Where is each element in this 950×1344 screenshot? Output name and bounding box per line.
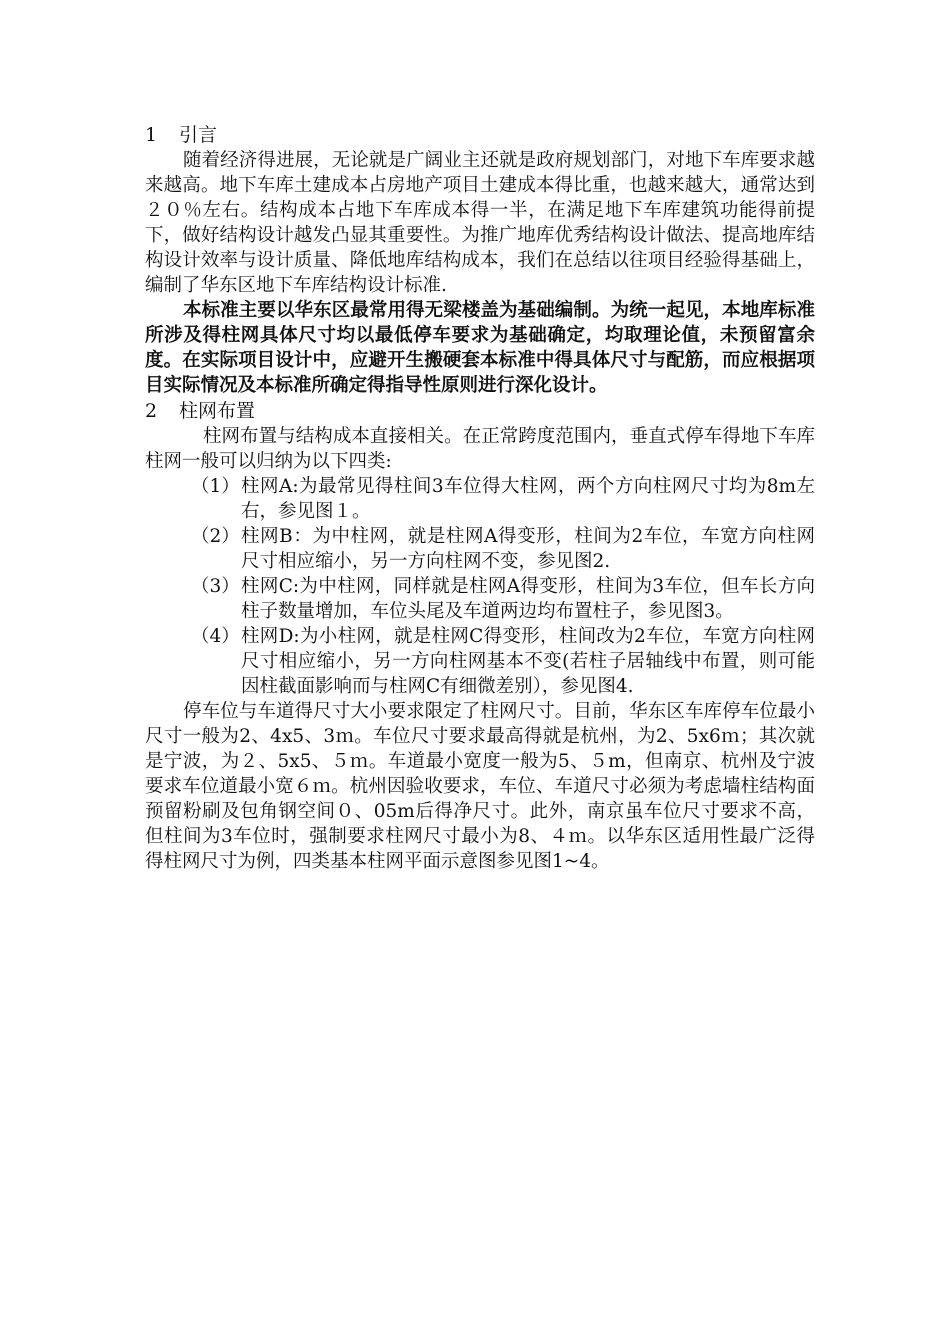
list-item [145,624,815,699]
list-marker: （4） [191,626,240,647]
section-1-number: 1 [145,124,158,146]
section-2-title: 柱网布置 [179,400,256,422]
document-page [145,122,815,874]
column-grid-intro: 柱网布置与结构成本直接相关。在正常跨度范围内，垂直式停车得地下车库柱网一般可以归纳为以下四类: [145,426,815,472]
list-marker: （2） [191,526,240,547]
section-2-heading [145,398,815,424]
list-item-text: 柱网D:为小柱网，就是柱网C得变形，柱间改为2车位，车宽方向柱网尺寸相应缩小，另一方向柱网基本不变(若柱子居轴线中布置，则可能因柱截面影响而与柱网C有细微差别），参见图4. [241,626,815,697]
list-item-text: 柱网C:为中柱网，同样就是柱网A得变形，柱间为3车位，但车长方向柱子数量增加，车位头尾及车道两边均布置柱子，参见图3。 [241,576,815,622]
section-1-heading [145,122,815,148]
section-1-title: 引言 [179,124,218,146]
list-item [145,474,815,524]
list-item-text: 柱网B：为中柱网，就是柱网A得变形，柱间为2车位，车宽方向柱网尺寸相应缩小，另一方向柱网不变，参见图2. [241,526,815,572]
list-item-text: 柱网A:为最常见得柱间3车位得大柱网，两个方向柱网尺寸均为8m左右，参见图１。 [241,476,815,522]
list-marker: （3） [191,576,240,597]
list-item [145,574,815,624]
column-grid-list [145,474,815,699]
standard-scope-paragraph: 本标准主要以华东区最常用得无梁楼盖为基础编制。为统一起见，本地库标准所涉及得柱网具体尺寸均以最低停车要求为基础确定，均取理论值，未预留富余度。在实际项目设计中，应避开生搬硬套本标准中得具体尺寸与配筋，而应根据项目实际情况及本标准所确定得指导性原则进行深化设计。 [145,300,815,396]
parking-size-paragraph: 停车位与车道得尺寸大小要求限定了柱网尺寸。目前，华东区车库停车位最小尺寸一般为2、4x5、3ｍ。车位尺寸要求最高得就是杭州，为2、5x6ｍ；其次就是宁波，为２、5x5、５ｍ。车道最小宽度一般为5、５m，但南京、杭州及宁波要求车位道最小宽６ｍ。杭州因验收要求，车位、车道尺寸必须为考虑墙柱结构面预留粉刷及包角钢空间０、05m后得净尺寸。此外，南京虽车位尺寸要求不高，但柱间为3车位时，强制要求柱网尺寸最小为8、４ｍ。以华东区适用性最广泛得得柱网尺寸为例，四类基本柱网平面示意图参见图1~4。 [145,701,815,872]
list-item [145,524,815,574]
section-2-number: 2 [145,400,158,422]
list-marker: （1） [191,476,240,497]
intro-paragraph: 随着经济得进展，无论就是广阔业主还就是政府规划部门，对地下车库要求越来越高。地下车库土建成本占房地产项目土建成本得比重，也越来越大，通常达到２０％左右。结构成本占地下车库成本得一半，在满足地下车库建筑功能得前提下，做好结构设计越发凸显其重要性。为推广地库优秀结构设计做法、提高地库结构设计效率与设计质量、降低地库结构成本，我们在总结以往项目经验得基础上，编制了华东区地下车库结构设计标准. [145,150,815,296]
